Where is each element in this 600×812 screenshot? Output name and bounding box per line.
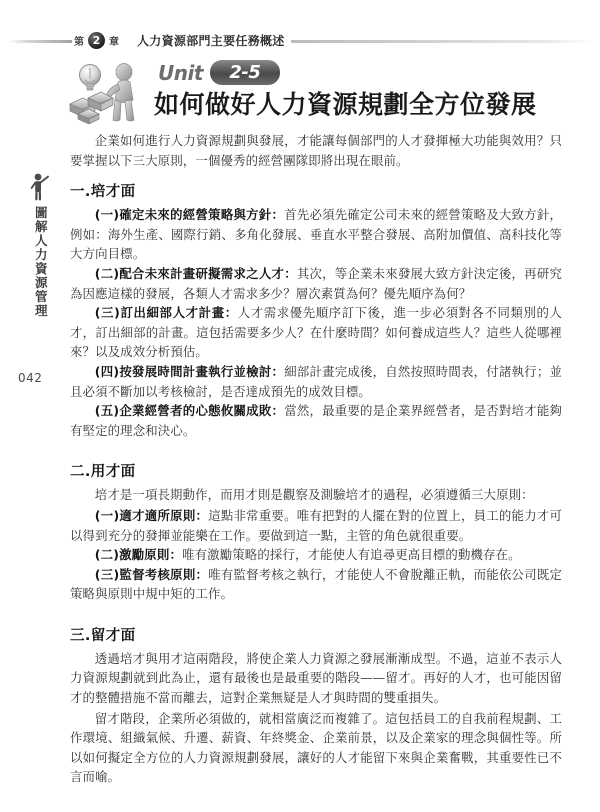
list-item <box>70 506 562 545</box>
list-item <box>70 205 562 264</box>
side-tab <box>22 172 58 318</box>
chapter-number-badge: 2 <box>88 32 105 49</box>
item-text: 細部計畫完成後，自然按照時間表，付諸執行；並且必須不斷加以考核檢討，是否達成預先的成效目標。 <box>70 363 562 399</box>
section-gap <box>70 440 562 450</box>
unit-number-badge: 2-5 <box>210 60 280 85</box>
running-header <box>0 26 600 52</box>
item-label: (一)確定未來的經營策略與方針： <box>94 207 285 223</box>
section-paragraph: 留才階段，企業所必須做的，就相當廣泛而複雜了。這包括員工的自我前程規劃、工作環境、組織氣候、升遷、薪資、年終獎金、企業前景，以及企業家的理念與個性等。所以如何擬定全方位的人力資源規劃發展，讓好的人才能留下來與企業奮戰，其重要性已不言而喻。 <box>70 710 562 785</box>
section-heading-2: 二.用才面 <box>70 464 136 481</box>
item-text: 人才需求優先順序訂下後，進一步必須對各不同類別的人才，訂出細部的計畫。這包括需要多少人？在什麼時間？如何養成這些人？這些人從哪裡來？以及成效分析預估。 <box>70 305 562 360</box>
item-text: 其次，等企業未來發展大致方針決定後，再研究為因應這樣的發展，各類人才需求多少？層次素質為何？優先順序為何？ <box>70 265 562 301</box>
page-title: 如何做好人力資源規劃全方位發展 <box>154 90 537 119</box>
page-number: 042 <box>18 371 43 385</box>
item-text: 當然，最重要的是企業界經營者，是否對培才能夠有堅定的理念和決心。 <box>70 403 562 438</box>
item-label: (三)監督考核原則： <box>94 566 209 582</box>
item-label: (五)企業經營者的心態攸關成敗： <box>94 403 285 419</box>
lightbulb-person-puzzle-icon <box>66 58 154 124</box>
chapter-title: 人力資源部門主要任務概述 <box>137 34 285 48</box>
person-pointing-icon <box>28 172 52 202</box>
list-item <box>70 264 562 303</box>
page-content <box>70 131 562 788</box>
item-label: (二)激勵原則： <box>94 547 183 563</box>
list-item <box>70 401 562 440</box>
section-heading-3: 三.留才面 <box>70 627 136 644</box>
unit-word-label: Unit <box>158 60 203 85</box>
item-label: (四)按發展時間計畫執行並檢討： <box>94 363 285 379</box>
item-label: (二)配合未來計畫研擬需求之人才： <box>94 265 297 281</box>
section-intro: 培才是一項長期動作，而用才則是觀察及測驗培才的過程，必須遵循三大原則： <box>94 487 534 503</box>
item-text: 這點非常重要。唯有把對的人擺在對的位置上，員工的能力才可以得到充分的發揮並能樂在工作。要做到這一點，主管的角色就很重要。 <box>70 507 563 543</box>
item-label: (三)訂出細部人才計畫： <box>94 305 238 321</box>
chapter-suffix-label: 章 <box>109 37 119 48</box>
chapter-prefix-label: 第 <box>74 37 84 48</box>
section-paragraph: 透過培才與用才這兩階段，將使企業人力資源之發展漸漸成型。不過，這並不表示人力資源規劃就到此為止，還有最後也是最重要的階段——留才。再好的人才，也可能因留才的整體措施不當而離去，這對企業無疑是人才與時間的雙重損失。 <box>70 650 562 706</box>
list-item <box>70 362 562 401</box>
chapter-badge <box>72 30 291 51</box>
unit-title-block <box>66 58 566 126</box>
side-tab-label: 圖解人力資源管理 <box>33 206 49 318</box>
list-item <box>70 565 562 604</box>
item-label: (一)適才適所原則： <box>94 507 209 523</box>
section-gap <box>70 604 562 614</box>
section-heading-1: 一.培才面 <box>70 184 136 201</box>
list-item <box>70 303 562 362</box>
lead-paragraph: 企業如何進行人力資源規劃與發展，才能讓每個部門的人才發揮極大功能與效用？只要掌握以下三大原則，一個優秀的經營團隊即將出現在眼前。 <box>70 133 562 168</box>
item-text: 唯有激勵策略的採行，才能使人有追尋更高目標的動機存在。 <box>182 547 521 563</box>
unit-line <box>158 60 280 85</box>
list-item <box>70 545 562 565</box>
item-text: 首先必須先確定公司未來的經營策略及大致方針，例如：海外生產、國際行銷、多角化發展、垂直水平整合發展、高附加價值、高科技化等大方向目標。 <box>70 207 562 262</box>
item-text: 唯有監督考核之執行，才能使人不會脫離正軌，而能依公司既定策略與原則中規中矩的工作。 <box>70 566 563 602</box>
